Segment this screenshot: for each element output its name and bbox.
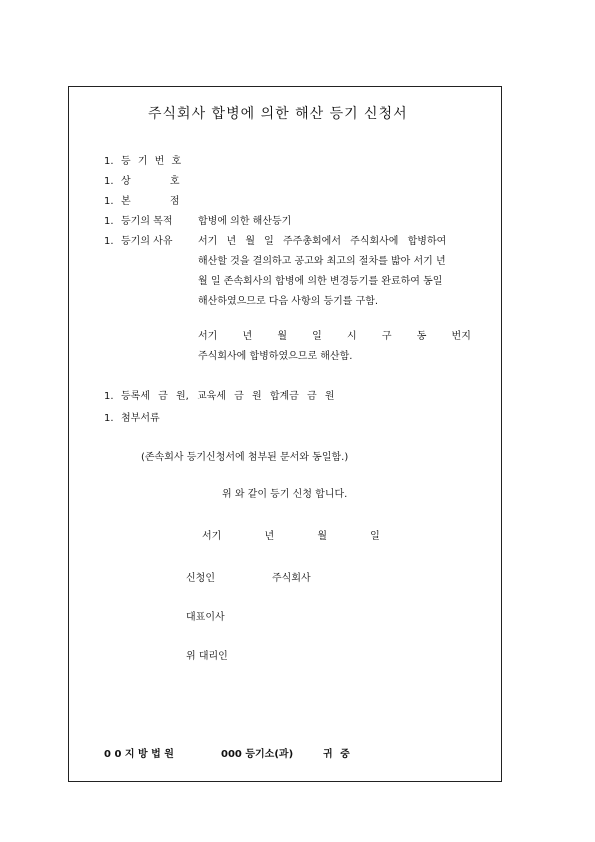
item-number-2: 1.	[104, 176, 114, 187]
item-label-reason: 등기의 사유	[121, 236, 173, 247]
document-title: 주식회사 합병에 의한 해산 등기 신청서	[148, 106, 408, 122]
date-line: 서기 년 월 일	[202, 531, 380, 542]
reason-line-3: 월 일 존속회사의 합병에 의한 변경등기를 완료하여 동일	[198, 276, 443, 287]
item-number-5: 1.	[104, 236, 114, 247]
item-label-head-office: 본 점	[121, 196, 180, 207]
agent-label: 위 대리인	[186, 651, 228, 662]
item-number-1: 1.	[104, 156, 114, 167]
reason-line-1: 서기 년 월 일 주주총회에서 주식회사에 합병하여	[198, 236, 447, 247]
reason-line-2: 해산할 것을 결의하고 공고와 최고의 절차를 밟아 서기 년	[198, 256, 446, 267]
item-value-purpose: 합병에 의한 해산등기	[198, 216, 292, 227]
item-label-trade-name: 상 호	[121, 176, 180, 187]
reason-line-4: 해산하였으므로 다음 사항의 등기를 구함.	[198, 296, 379, 307]
attachment-note: (존속회사 등기신청서에 첨부된 문서와 동일함.)	[141, 452, 349, 463]
applicant-value: 주식회사	[272, 573, 311, 584]
registry-office: 000 등기소(과)	[221, 749, 294, 760]
representative-label: 대표이사	[186, 612, 225, 623]
applicant-label: 신청인	[186, 573, 215, 584]
addressee-suffix: 귀 중	[323, 749, 352, 760]
reason-detail-line-1: 서기 년 월 일 시 구 동 번지	[198, 331, 471, 342]
attachment-label: 첨부서류	[121, 413, 160, 424]
attachment-number: 1.	[104, 413, 114, 424]
reason-detail-line-2: 주식회사에 합병하였으므로 해산함.	[198, 351, 353, 362]
court-name: 0 0 지 방 법 원	[104, 749, 174, 760]
item-label-purpose: 등기의 목적	[121, 216, 173, 227]
fee-number: 1.	[104, 391, 114, 402]
document-frame	[68, 86, 502, 782]
item-number-3: 1.	[104, 196, 114, 207]
fee-line: 등록세 금 원, 교육세 금 원 합계금 금 원	[121, 391, 335, 402]
request-statement: 위 와 같이 등기 신청 합니다.	[222, 489, 348, 500]
item-number-4: 1.	[104, 216, 114, 227]
item-label-registration-number: 등 기 번 호	[121, 156, 184, 167]
